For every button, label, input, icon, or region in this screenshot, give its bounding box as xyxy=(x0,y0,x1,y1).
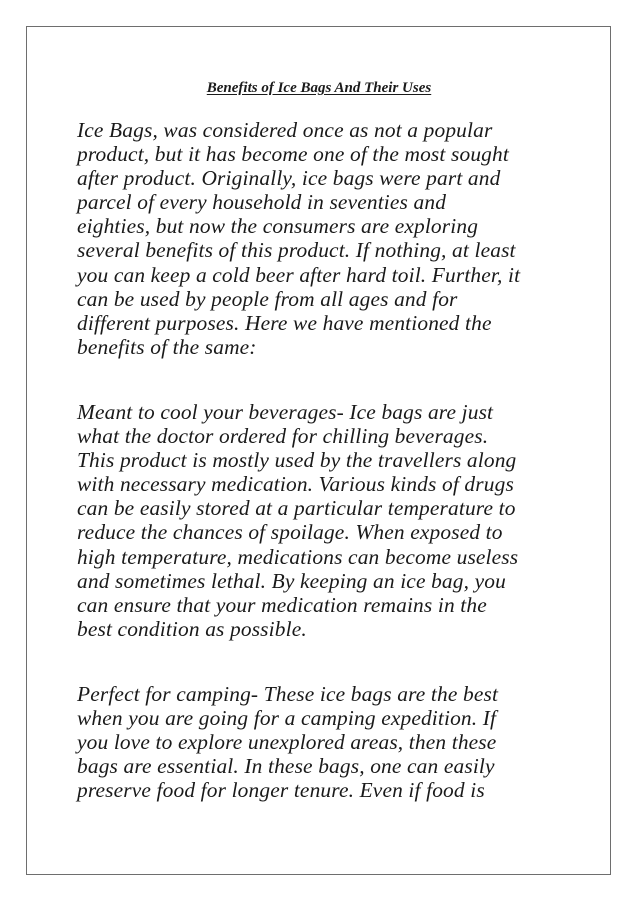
text-line: what the doctor ordered for chilling beverages. xyxy=(77,424,489,449)
text-line: can be easily stored at a particular temperature to xyxy=(77,496,516,521)
text-line: several benefits of this product. If nothing, at least xyxy=(77,238,516,263)
paragraph-intro xyxy=(77,118,567,359)
paragraph-camping xyxy=(77,682,567,802)
text-line: you love to explore unexplored areas, then these xyxy=(77,730,497,755)
text-line: best condition as possible. xyxy=(77,616,307,641)
text-line: high temperature, medications can become useless xyxy=(77,544,519,569)
text-line: parcel of every household in seventies and xyxy=(77,190,447,215)
text-line: with necessary medication. Various kinds of drugs xyxy=(77,472,514,497)
text-line: you can keep a cold beer after hard toil. Further, it xyxy=(77,262,521,287)
text-line: benefits of the same: xyxy=(77,334,257,359)
text-line: can ensure that your medication remains in the xyxy=(77,592,487,617)
text-line: when you are going for a camping expedition. If xyxy=(77,706,497,731)
text-line: eighties, but now the consumers are exploring xyxy=(77,214,479,239)
text-line: after product. Originally, ice bags were part and xyxy=(77,166,501,191)
text-line: reduce the chances of spoilage. When exposed to xyxy=(77,520,503,545)
text-line: Meant to cool your beverages- Ice bags are just xyxy=(77,400,494,424)
text-line: This product is mostly used by the travellers along xyxy=(77,448,517,473)
text-line: bags are essential. In these bags, one can easily xyxy=(77,754,495,779)
text-line: Perfect for camping- These ice bags are the best xyxy=(77,682,499,706)
text-line: preserve food for longer tenure. Even if food is xyxy=(77,778,485,803)
document-title: Benefits of Ice Bags And Their Uses xyxy=(206,80,432,96)
paragraph-beverages xyxy=(77,400,567,641)
text-line: Ice Bags, was considered once as not a popular xyxy=(77,118,493,142)
text-line: and sometimes lethal. By keeping an ice bag, you xyxy=(77,568,506,593)
text-line: product, but it has become one of the most sought xyxy=(77,142,509,167)
text-line: can be used by people from all ages and for xyxy=(77,286,458,311)
text-line: different purposes. Here we have mentioned the xyxy=(77,310,492,335)
